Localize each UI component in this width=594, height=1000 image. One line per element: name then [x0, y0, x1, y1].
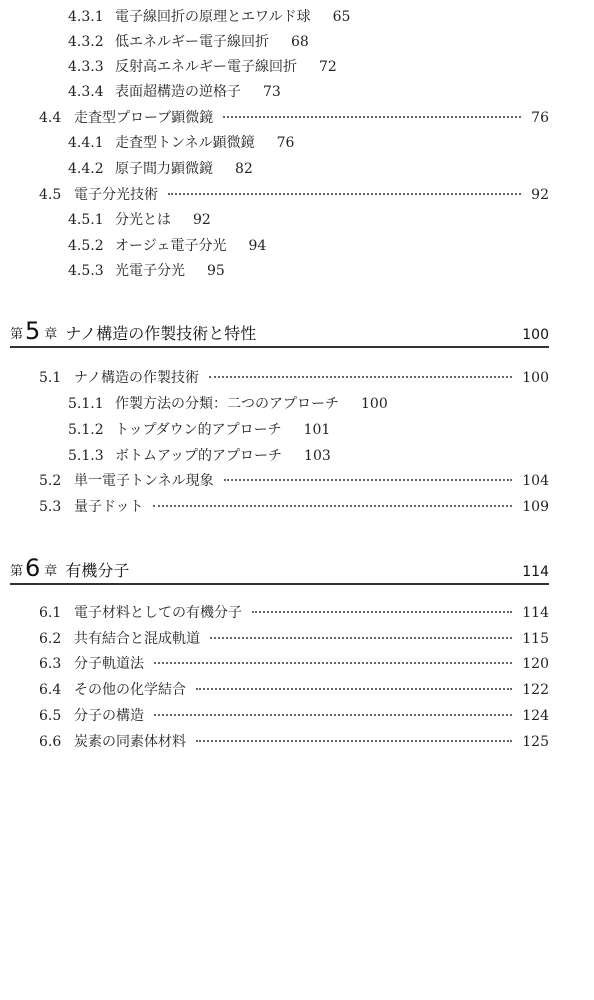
- toc-entry-5-1-1[interactable]: [68, 393, 564, 415]
- toc-entry-4-3-2[interactable]: [68, 31, 564, 53]
- toc-entry-4-5-3[interactable]: [68, 260, 564, 282]
- toc-entry-title: 走査型トンネル顕微鏡: [115, 135, 255, 151]
- toc-entry-number: 4.5.1: [68, 212, 104, 228]
- toc-entry-title: 反射高エネルギー電子線回折: [115, 59, 297, 75]
- chapter-number: 5: [25, 317, 41, 345]
- chapter-page: 100: [522, 327, 549, 343]
- toc-entry-page: 103: [304, 448, 331, 464]
- toc-section-page: 109: [522, 499, 549, 515]
- toc-entry-page: 94: [248, 238, 267, 254]
- toc-section-6-2[interactable]: [39, 628, 549, 650]
- toc-section-number: 4.5: [39, 187, 62, 203]
- toc-section-number: 6.4: [39, 682, 62, 698]
- toc-entry-4-4-1[interactable]: [68, 132, 564, 154]
- toc-section-page: 76: [531, 110, 549, 126]
- toc-section-title: 共有結合と混成軌道: [74, 631, 200, 647]
- toc-entry-page: 82: [235, 161, 253, 177]
- toc-entry-number: 4.5.2: [68, 238, 104, 254]
- toc-entry-4-3-1[interactable]: [68, 6, 564, 28]
- toc-section-title: 走査型プローブ顕微鏡: [74, 110, 214, 126]
- dot-leader: [154, 662, 512, 664]
- toc-section-title: 電子材料としての有機分子: [74, 605, 242, 621]
- toc-entry-page: 100: [361, 396, 388, 412]
- chapter-number: 6: [25, 554, 41, 582]
- toc-section-4-5[interactable]: [39, 184, 549, 206]
- toc-entry-title: 光電子分光: [115, 263, 185, 279]
- toc-entry-title: ボトムアップ的アプローチ: [115, 448, 283, 464]
- toc-section-page: 115: [522, 631, 549, 647]
- toc-section-5-2[interactable]: [39, 470, 549, 492]
- chapter-label-suffix: 章: [44, 564, 58, 579]
- toc-entry-4-3-3[interactable]: [68, 56, 564, 78]
- toc-section-number: 6.3: [39, 656, 62, 672]
- dot-leader: [209, 376, 512, 378]
- toc-section-6-6[interactable]: [39, 731, 549, 753]
- toc-section-title: 量子ドット: [74, 499, 144, 515]
- toc-section-number: 4.4: [39, 110, 62, 126]
- toc-entry-5-1-3[interactable]: [68, 445, 564, 467]
- toc-section-number: 5.3: [39, 499, 62, 515]
- toc-section-title: 分子軌道法: [74, 656, 144, 672]
- toc-entry-number: 4.3.4: [68, 84, 104, 100]
- toc-entry-number: 4.5.3: [68, 263, 104, 279]
- toc-entry-page: 76: [276, 135, 295, 151]
- toc-entry-number: 4.4.2: [68, 161, 104, 177]
- toc-section-page: 124: [522, 708, 549, 724]
- toc-section-number: 6.1: [39, 605, 62, 621]
- chapter-title: 有機分子: [65, 561, 130, 580]
- chapter-6-heading[interactable]: [10, 551, 549, 585]
- chapter-title: ナノ構造の作製技術と特性: [65, 324, 257, 343]
- toc-section-6-5[interactable]: [39, 705, 549, 727]
- dot-leader: [154, 714, 512, 716]
- toc-section-title: ナノ構造の作製技術: [74, 370, 200, 386]
- dot-leader: [223, 116, 521, 118]
- chapter-5-heading[interactable]: [10, 314, 549, 348]
- toc-entry-number: 5.1.2: [68, 422, 104, 438]
- toc-entry-title: 低エネルギー電子線回折: [115, 34, 269, 50]
- toc-section-page: 114: [522, 605, 549, 621]
- toc-entry-4-5-2[interactable]: [68, 235, 564, 257]
- toc-entry-5-1-2[interactable]: [68, 419, 564, 441]
- toc-entry-title: 電子線回折の原理とエワルド球: [115, 9, 311, 25]
- toc-entry-number: 4.4.1: [68, 135, 104, 151]
- toc-section-title: その他の化学結合: [74, 682, 186, 698]
- dot-leader: [196, 740, 512, 742]
- toc-section-page: 104: [522, 473, 549, 489]
- toc-section-number: 6.2: [39, 631, 62, 647]
- toc-entry-page: 73: [263, 84, 281, 100]
- dot-leader: [252, 611, 512, 613]
- dot-leader: [153, 505, 512, 507]
- toc-entry-title: 表面超構造の逆格子: [115, 84, 241, 100]
- toc-section-page: 120: [522, 656, 549, 672]
- chapter-label-suffix: 章: [44, 327, 58, 342]
- toc-entry-number: 4.3.3: [68, 59, 104, 75]
- toc-section-6-3[interactable]: [39, 653, 549, 675]
- toc-section-6-1[interactable]: [39, 602, 549, 624]
- toc-entry-page: 101: [303, 422, 331, 438]
- toc-section-number: 5.1: [39, 370, 62, 386]
- toc-section-page: 100: [522, 370, 549, 386]
- dot-leader: [224, 479, 513, 481]
- toc-entry-page: 92: [193, 212, 211, 228]
- toc-entry-4-5-1[interactable]: [68, 209, 564, 231]
- chapter-label-prefix: 第: [10, 564, 24, 579]
- chapter-label-prefix: 第: [10, 327, 24, 342]
- dot-leader: [210, 637, 512, 639]
- toc-entry-title: 分光とは: [115, 212, 171, 228]
- toc-section-5-1[interactable]: [39, 367, 549, 389]
- dot-leader: [196, 688, 512, 690]
- toc-entry-page: 95: [207, 263, 225, 279]
- toc-entry-4-4-2[interactable]: [68, 158, 564, 180]
- toc-section-4-4[interactable]: [39, 107, 549, 129]
- toc-section-title: 単一電子トンネル現象: [74, 473, 214, 489]
- toc-entry-number: 4.3.2: [68, 34, 104, 50]
- toc-entry-number: 5.1.3: [68, 448, 104, 464]
- dot-leader: [168, 193, 521, 195]
- toc-entry-title: 作製方法の分類：二つのアプローチ: [115, 396, 339, 412]
- chapter-page: 114: [522, 564, 549, 580]
- toc-entry-page: 68: [291, 34, 309, 50]
- toc-entry-title: トップダウン的アプローチ: [115, 422, 282, 438]
- toc-section-title: 炭素の同素体材料: [74, 734, 186, 750]
- toc-section-number: 6.6: [39, 734, 62, 750]
- toc-section-title: 電子分光技術: [74, 187, 158, 203]
- toc-section-6-4[interactable]: [39, 679, 549, 701]
- toc-entry-page: 65: [332, 9, 351, 25]
- toc-entry-page: 72: [319, 59, 337, 75]
- toc-section-page: 122: [522, 682, 549, 698]
- toc-entry-title: オージェ電子分光: [115, 238, 227, 254]
- toc-section-title: 分子の構造: [74, 708, 144, 724]
- toc-section-number: 6.5: [39, 708, 62, 724]
- toc-section-number: 5.2: [39, 473, 62, 489]
- toc-entry-title: 原子間力顕微鏡: [115, 161, 213, 177]
- toc-section-page: 92: [531, 187, 549, 203]
- toc-entry-4-3-4[interactable]: [68, 81, 564, 103]
- toc-section-page: 125: [522, 734, 549, 750]
- toc-section-5-3[interactable]: [39, 496, 549, 518]
- toc-entry-number: 5.1.1: [68, 396, 104, 412]
- toc-entry-number: 4.3.1: [68, 9, 104, 25]
